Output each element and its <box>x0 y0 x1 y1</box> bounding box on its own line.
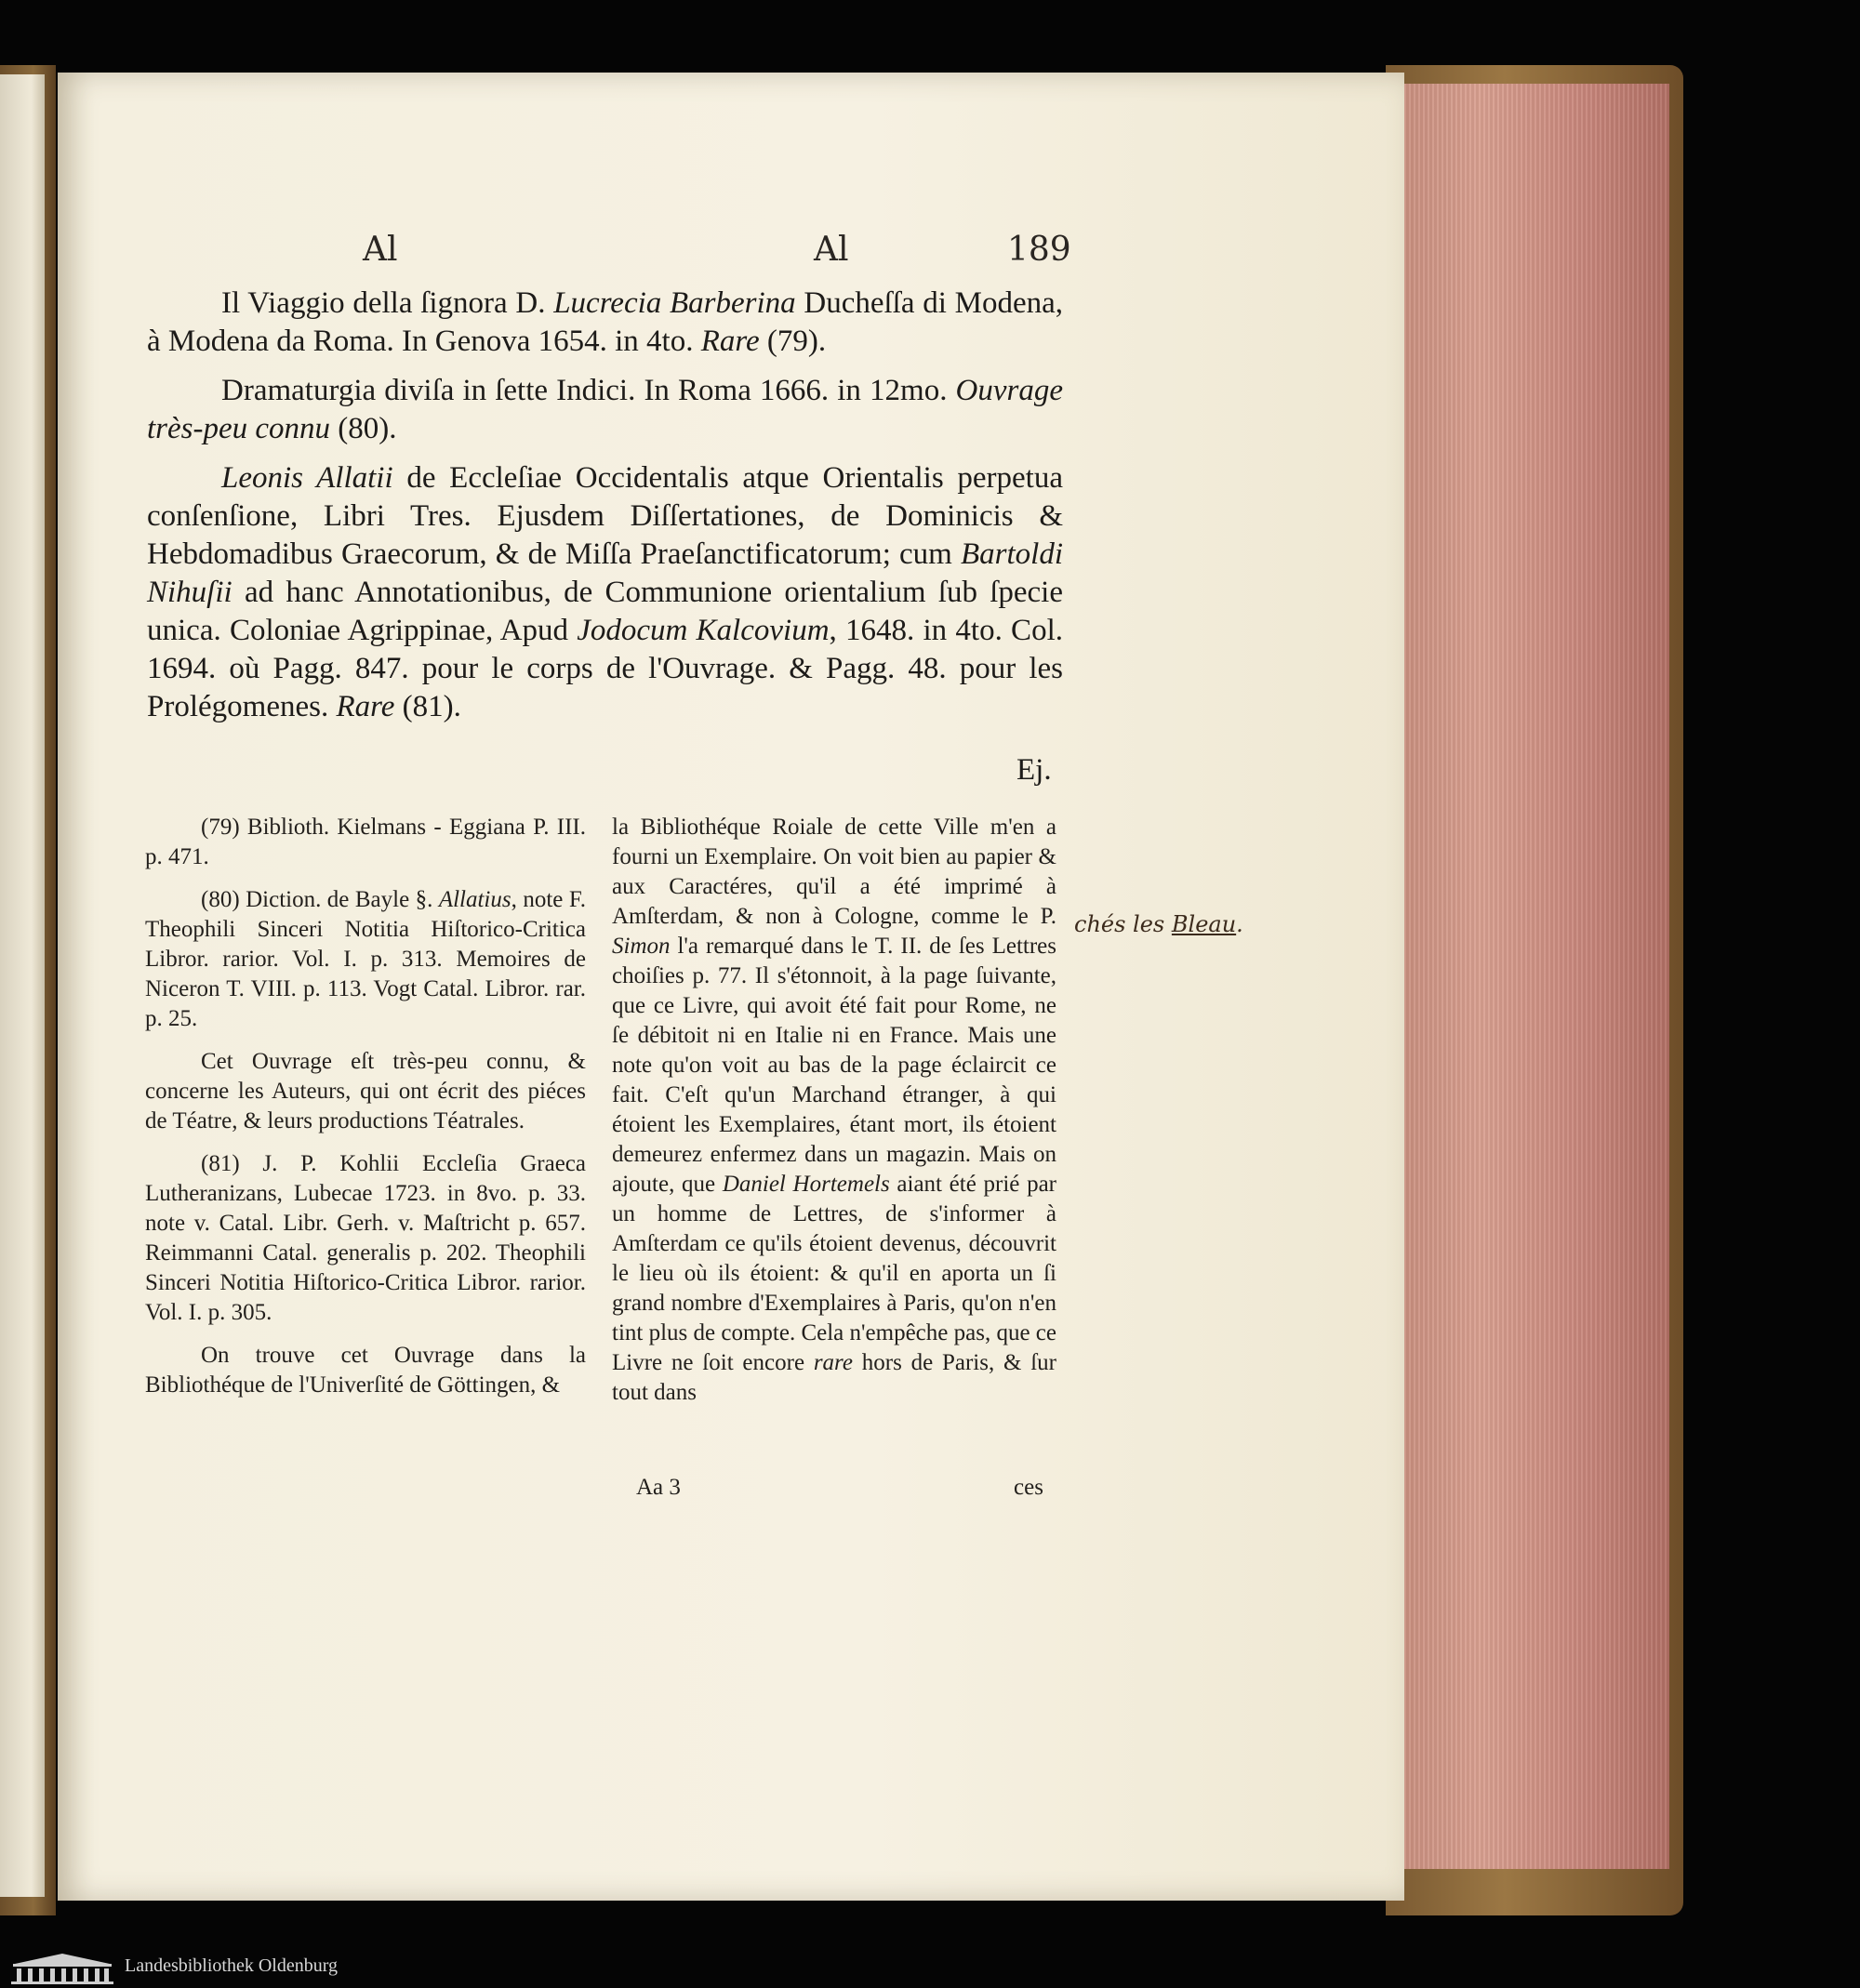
text: , note F. Theophili Sinceri Notitia Hiſtorico-Critica Libror. rarior. Vol. I. p. 313. Memoires de Niceron T. VIII. p. 113. Vogt Catal. Libror. rar. p. 25. <box>145 887 586 1031</box>
text-italic: Bartoldi Nihuſii <box>147 537 1063 609</box>
text: Dramaturgia diviſa in ſette Indici. In Roma 1666. in 12mo. <box>221 374 956 407</box>
text-italic: Lucrecia Barberina <box>553 286 796 320</box>
running-header-left: Al <box>363 231 398 269</box>
text: , 1648. in 4to. Col. 1694. où Pagg. 847. pour le corps de l'Ouvrage. & Pagg. 48. pour les Prolégomenes. <box>147 614 1063 723</box>
text-italic: Daniel Hortemels <box>722 1172 890 1197</box>
text: ad hanc Annotationibus, de Communione orientalium ſub ſpecie unica. Coloniae Agrippinae, Apud <box>147 576 1063 647</box>
text: hors de Paris, & ſur tout dans <box>612 1350 1057 1405</box>
entry-allatii <box>147 459 1063 726</box>
text-italic: Jodocum Kalcovium <box>577 614 830 647</box>
text-italic: Rare <box>700 325 760 358</box>
handwritten-marginalia <box>1074 911 1243 937</box>
page-number: 189 <box>1007 231 1071 269</box>
text: (81). <box>394 690 461 723</box>
text: de Eccleſiae Occidentalis atque Orientalis perpetua conſenſione, Libri Tres. Ejusdem Diſſertationes, de Dominicis & Hebdomadibus Graecorum, & de Miſſa Praeſanctificatorum; cum <box>147 461 1063 571</box>
footnote-81-continued <box>612 813 1056 1408</box>
text-italic: Allatius <box>438 887 512 912</box>
catchword-main: Ej. <box>1016 753 1052 787</box>
footnote-80-cont: Cet Ouvrage eſt très-peu connu, & concerne les Auteurs, qui ont écrit des piéces de Téatre, & leurs productions Téatrales. <box>145 1049 586 1133</box>
text-italic: Leonis Allatii <box>221 461 393 495</box>
text-italic: rare <box>813 1350 853 1375</box>
text: Il Viaggio della ſignora D. <box>221 286 554 320</box>
text: (80) Diction. de Bayle §. <box>201 887 439 912</box>
page-edges <box>1400 84 1669 1869</box>
text-italic: Rare <box>336 690 395 723</box>
library-building-icon <box>7 1951 117 1986</box>
main-text <box>147 285 1063 737</box>
left-page-edge <box>0 74 45 1897</box>
text-italic: Simon <box>612 934 671 959</box>
running-header-center: Al <box>814 231 849 269</box>
footnotes-right-column <box>612 813 1056 1421</box>
footnote-81: (81) J. P. Kohlii Eccleſia Graeca Lutheranizans, Lubecae 1723. in 8vo. p. 33. note v. Catal. Libr. Gerh. v. Maſtricht p. 657. Reimmanni Catal. generalis p. 202. Theophili Sinceri Notitia Hiſtorico-Critica Libror. rarior. Vol. I. p. 305. <box>145 1151 586 1325</box>
text: . <box>1236 911 1243 937</box>
text: aiant été prié par un homme de Lettres, de s'informer à Amſterdam ce qu'ils étoient devenus, découvrit le lieu où ils étoient: & qu'il en aporta un ſi grand nombre d'Exemplaires à Paris, qu'on n'en tint plus de compte. Cela n'empêche pas, que ce Livre ne ſoit encore <box>612 1172 1056 1375</box>
footnote-79: (79) Biblioth. Kielmans - Eggiana P. III. p. 471. <box>145 815 586 869</box>
footer-label: Landesbibliothek Oldenburg <box>125 1955 339 1976</box>
catchword-notes: ces <box>1014 1475 1043 1500</box>
text-italic: Ouvrage très-peu connu <box>147 374 1063 445</box>
text: (80). <box>330 412 397 445</box>
signature-mark: Aa 3 <box>636 1475 681 1500</box>
footnote-81-cont: On trouve cet Ouvrage dans la Bibliothéque de l'Univerſité de Göttingen, & <box>145 1343 586 1398</box>
text: l'a remarqué dans le T. II. de ſes Lettres choiſies p. 77. Il s'étonnoit, à la page ſuivante, que ce Livre, qui avoit été fait pour Rome, ne ſe débitoit ni en Italie ni en France. Mais une note qu'on voit au bas de la page éclaircit ce fait. C'eſt qu'un Marchand étranger, à qui étoient les Exemplaires, étant mort, ils étoient demeurez enfermez dans un magazin. Mais on ajoute, que <box>612 934 1056 1197</box>
text: Bleau <box>1171 911 1237 937</box>
footnotes-left-column <box>145 813 586 1413</box>
text: la Bibliothéque Roiale de cette Ville m'en a fourni un Exemplaire. On voit bien au papier & aux Caractéres, qu'il a été imprimé à Amſterdam, & non à Cologne, comme le P. <box>612 815 1056 929</box>
text: Ducheſſa di Modena, à Modena da Roma. In Genova 1654. in 4to. <box>147 286 1063 358</box>
entry-dramaturgia <box>147 372 1063 448</box>
footnote-80 <box>145 885 586 1034</box>
text: (79). <box>759 325 827 358</box>
entry-viaggio <box>147 285 1063 361</box>
text: chés les <box>1074 911 1172 937</box>
